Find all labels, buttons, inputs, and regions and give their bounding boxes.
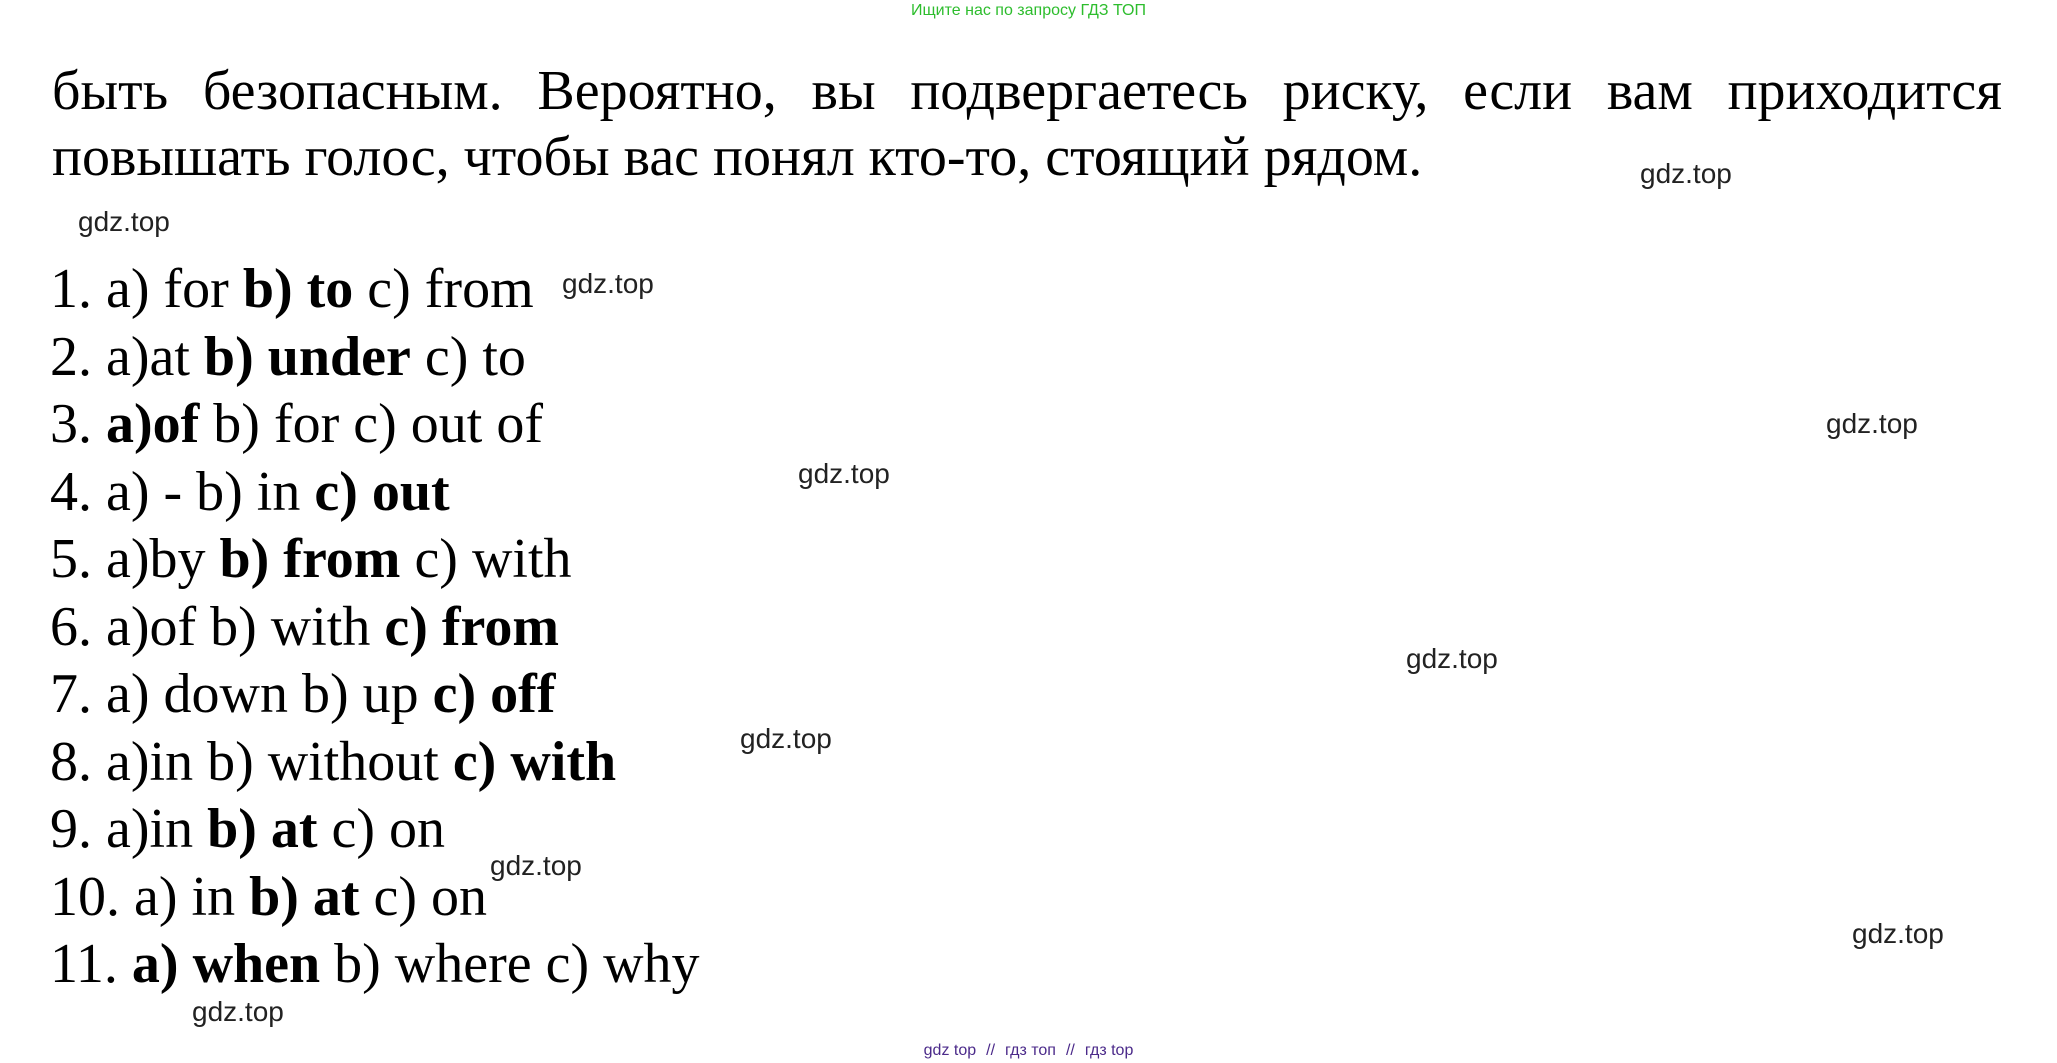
- option-c: c) with: [452, 730, 617, 793]
- option-b: b) from: [219, 528, 401, 590]
- option-b: b) without: [207, 730, 439, 793]
- option-c: c) to: [424, 325, 526, 388]
- option-b: b) with: [210, 595, 371, 658]
- option-c: c) why: [545, 933, 700, 995]
- footer: [0, 1042, 2057, 1060]
- watermark: gdz.top: [740, 723, 832, 754]
- option-b: b) for: [213, 393, 340, 455]
- option-c: c) out: [314, 460, 450, 523]
- answer-line-3: [50, 391, 700, 459]
- answer-line-6: [50, 594, 700, 662]
- answer-line-4: [50, 459, 700, 527]
- answer-number: 3.: [50, 393, 92, 455]
- answer-line-10: [50, 864, 700, 932]
- answer-number: 5.: [50, 528, 92, 590]
- answer-line-5: [50, 526, 700, 594]
- translation-paragraph: быть безопасным. Вероятно, вы подвергаетесь риску, если вам приходится повышать голос, чтобы вас понял кто-то, стоящий рядом.: [52, 60, 2002, 188]
- option-c: c) on: [331, 798, 446, 860]
- answer-number: 7.: [50, 663, 92, 725]
- watermark: gdz.top: [1826, 408, 1918, 439]
- option-b: b) at: [207, 798, 318, 860]
- option-c: c) with: [414, 528, 572, 590]
- option-a: a)of: [106, 595, 197, 658]
- option-c: c) on: [373, 865, 488, 928]
- option-c: c) off: [432, 663, 556, 725]
- watermark: gdz.top: [562, 268, 654, 299]
- answer-line-2: [50, 324, 700, 392]
- option-a: a) when: [131, 933, 321, 995]
- option-a: a) down: [106, 663, 288, 725]
- top-banner: Ищите нас по запросу ГДЗ ТОП: [911, 2, 1146, 19]
- watermark: gdz.top: [1406, 643, 1498, 674]
- footer-separator: //: [986, 1042, 996, 1059]
- watermark: gdz.top: [798, 458, 890, 489]
- option-a: a)in: [106, 730, 194, 793]
- option-a: a) for: [106, 258, 229, 320]
- option-b: b) under: [203, 325, 411, 388]
- watermark: gdz.top: [192, 996, 284, 1027]
- answer-number: 4.: [50, 460, 92, 523]
- watermark: gdz.top: [1852, 918, 1944, 949]
- option-a: a)by: [106, 528, 206, 590]
- watermark: gdz.top: [1640, 158, 1732, 189]
- answer-line-11: [50, 931, 700, 999]
- answer-line-9: [50, 796, 700, 864]
- footer-item: gdz top: [923, 1042, 977, 1059]
- option-b: b) up: [301, 663, 419, 725]
- option-a: a)of: [106, 393, 200, 455]
- answer-number: 8.: [50, 730, 92, 793]
- option-a: a)in: [106, 798, 194, 860]
- answer-number: 6.: [50, 595, 92, 658]
- footer-separator: //: [1065, 1042, 1075, 1059]
- option-c: c) out of: [353, 393, 543, 455]
- answer-line-8: [50, 729, 700, 797]
- option-c: c) from: [384, 595, 560, 658]
- answer-number: 2.: [50, 325, 92, 388]
- watermark: gdz.top: [490, 850, 582, 881]
- option-b: b) where: [334, 933, 532, 995]
- footer-item: гдз top: [1084, 1042, 1134, 1059]
- answer-number: 10.: [50, 865, 120, 928]
- answer-number: 11.: [50, 933, 118, 995]
- option-a: a) in: [134, 865, 236, 928]
- answer-number: 1.: [50, 258, 92, 320]
- option-c: c) from: [367, 258, 534, 320]
- option-a: a) -: [106, 460, 183, 523]
- option-b: b) at: [249, 865, 360, 928]
- option-a: a)at: [106, 325, 190, 388]
- option-b: b) in: [196, 460, 301, 523]
- answer-list: [50, 256, 700, 999]
- answer-line-7: [50, 661, 700, 729]
- watermark: gdz.top: [78, 206, 170, 237]
- footer-item: гдз топ: [1005, 1042, 1056, 1059]
- option-b: b) to: [242, 258, 354, 320]
- answer-number: 9.: [50, 798, 92, 860]
